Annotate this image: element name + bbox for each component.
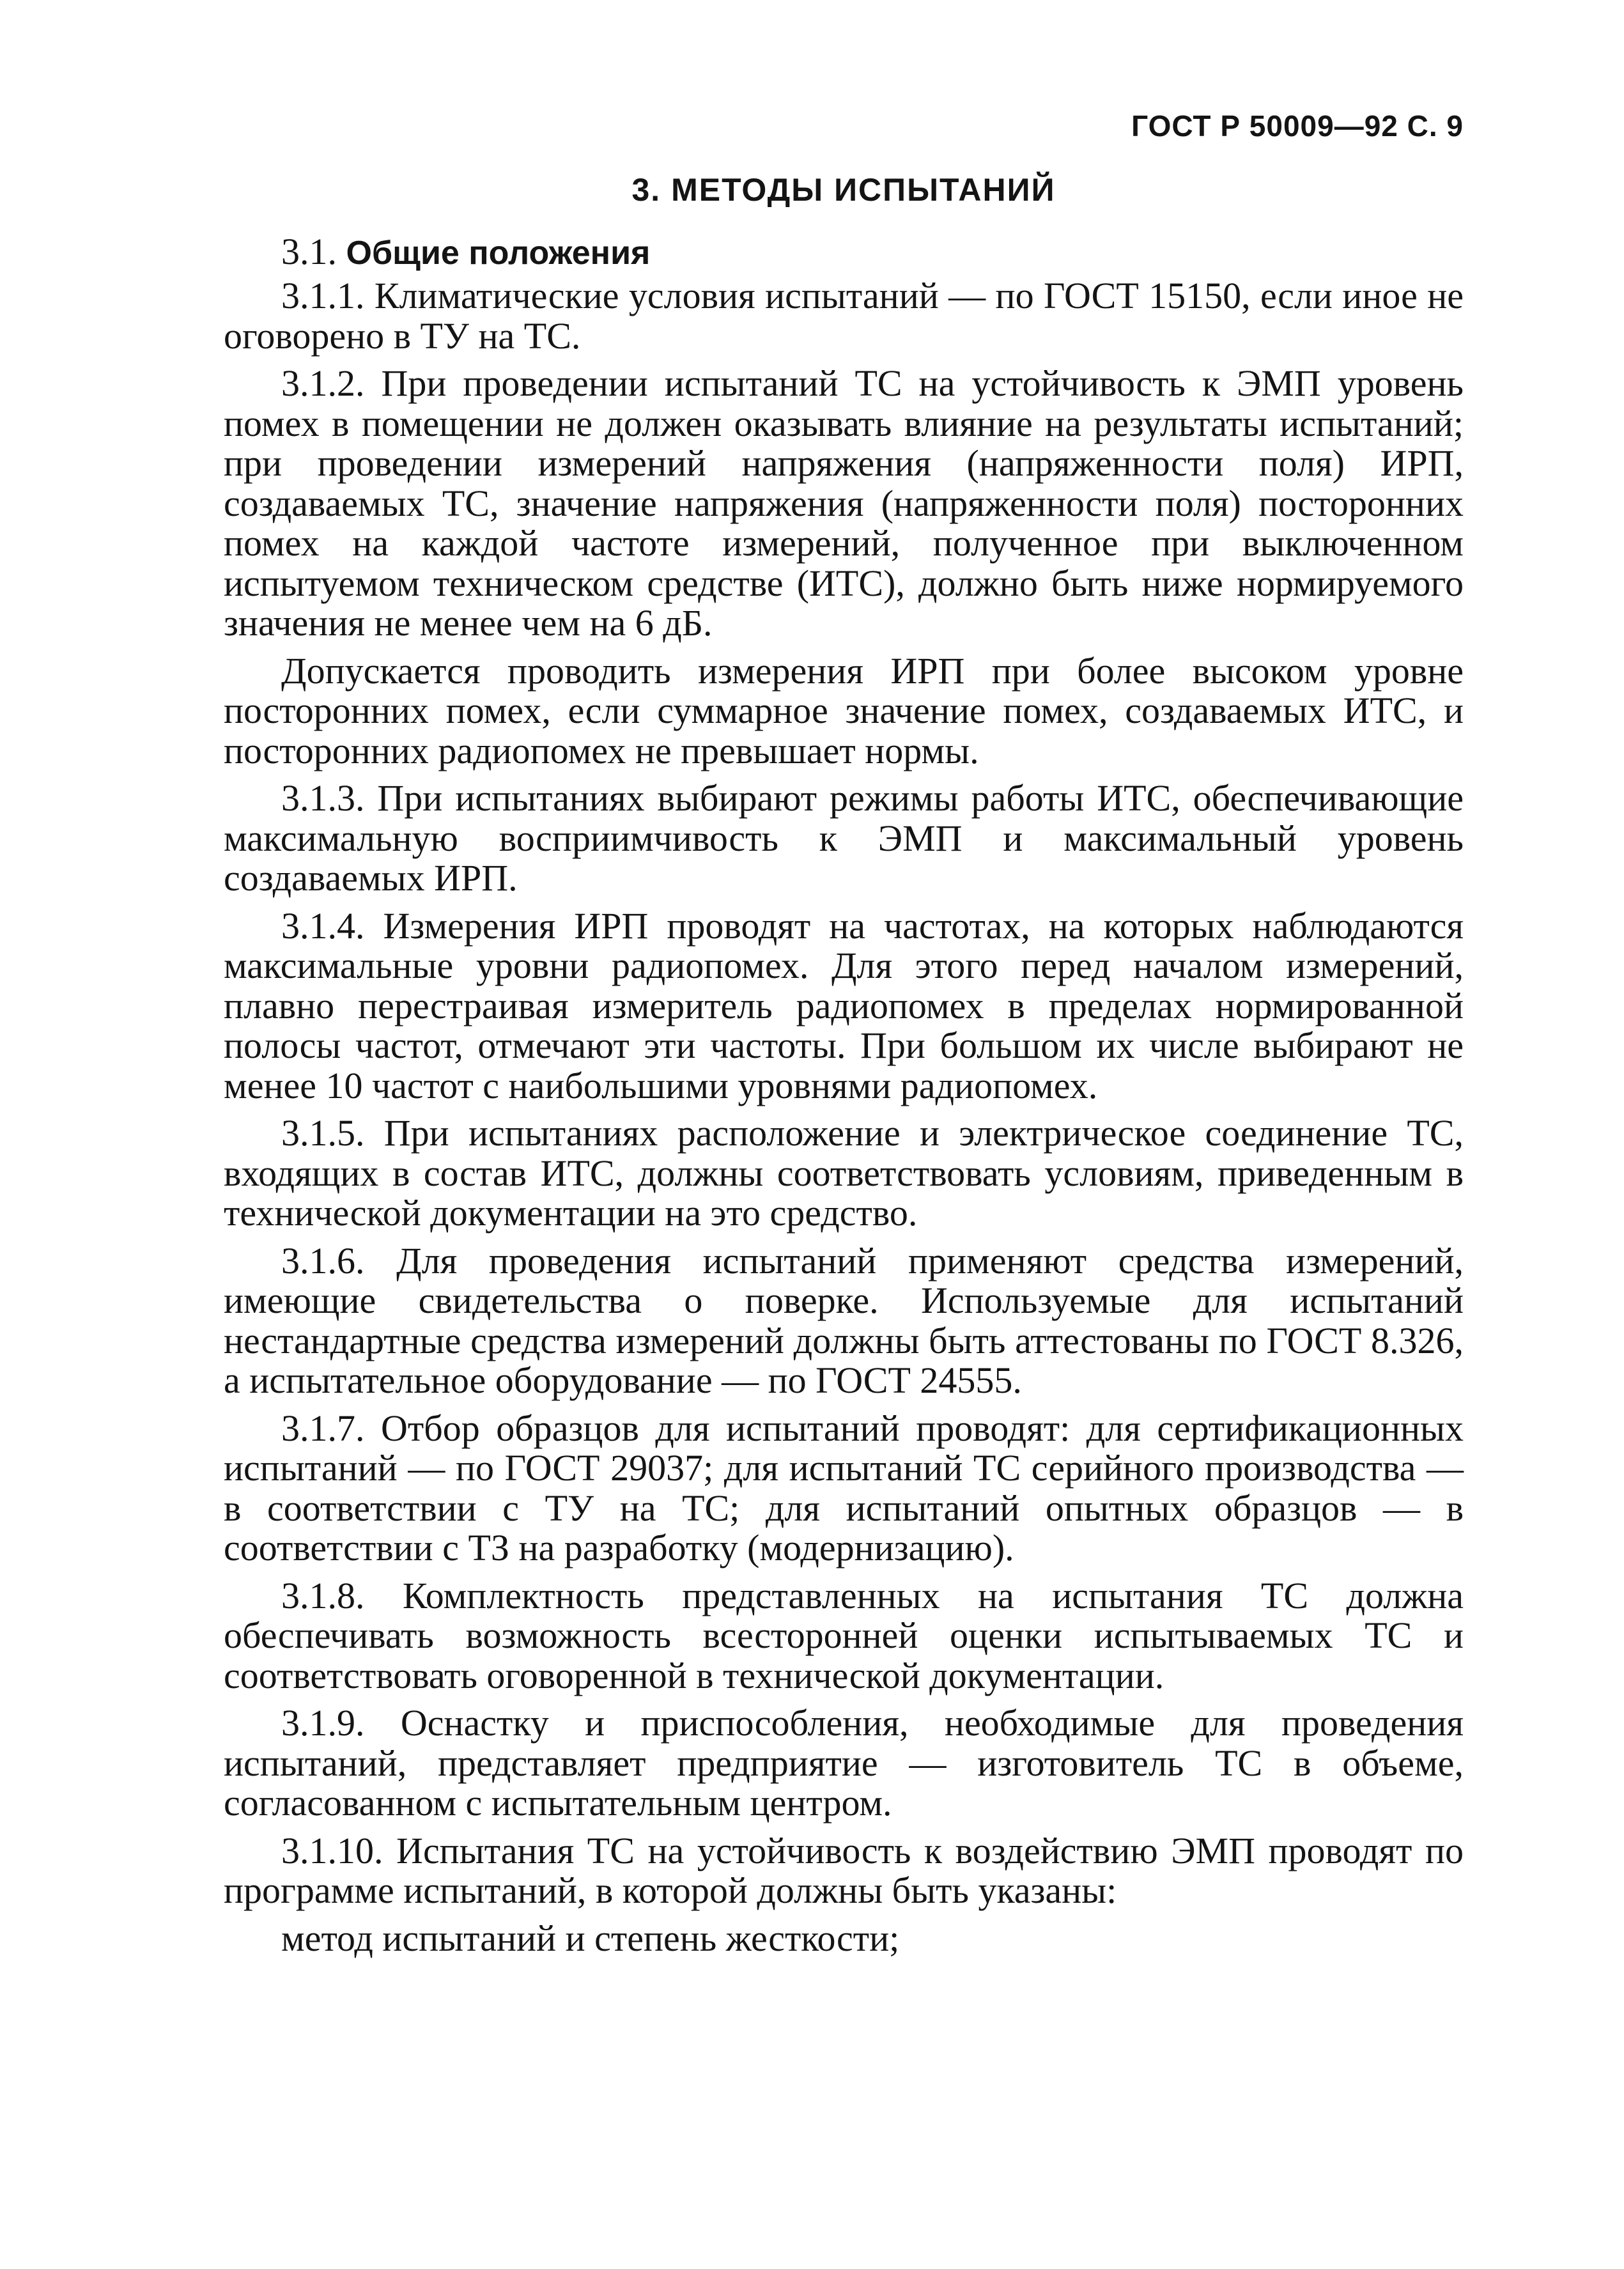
- paragraph-3-1-7: 3.1.7. Отбор образцов для испытаний проводят: для сертификационных испытаний — по ГОСТ 29037; для испытаний ТС серийного производства — в соответствии с ТУ на ТС; для испытаний опытных образцов — в соответствии с ТЗ на разработку (модернизацию).: [224, 1407, 1464, 1568]
- running-header: ГОСТ Р 50009—92 С. 9: [1131, 109, 1464, 143]
- subsection-title: Общие положения: [346, 235, 651, 272]
- document-page: [224, 96, 1464, 2205]
- paragraph-3-1-3: 3.1.3. При испытаниях выбирают режимы работы ИТС, обеспечивающие максимальную восприимчивость к ЭМП и максимальный уровень создаваемых ИРП.: [224, 777, 1464, 899]
- subsection-number: 3.1.: [281, 231, 337, 272]
- paragraph-3-1-6: 3.1.6. Для проведения испытаний применяют средства измерений, имеющие свидетельства о поверке. Используемые для испытаний нестандартные средства измерений должны быть аттестованы по ГОСТ 8.326, а испытательное оборудование — по ГОСТ 24555.: [224, 1239, 1464, 1401]
- paragraph-3-1-1: 3.1.1. Климатические условия испытаний — по ГОСТ 15150, если иное не оговорено в ТУ на ТС.: [224, 275, 1464, 357]
- paragraph-3-1-10: 3.1.10. Испытания ТС на устойчивость к воздействию ЭМП проводят по программе испытаний, в которой должны быть указаны:: [224, 1829, 1464, 1911]
- paragraph-3-1-9: 3.1.9. Оснастку и приспособления, необходимые для проведения испытаний, представляет предприятие — изготовитель ТС в объеме, согласованном с испытательным центром.: [224, 1702, 1464, 1824]
- paragraph-3-1-5: 3.1.5. При испытаниях расположение и электрическое соединение ТС, входящих в состав ИТС, должны соответствовать условиям, приведенным в технической документации на это средство.: [224, 1112, 1464, 1234]
- list-item-test-method: метод испытаний и степень жесткости;: [281, 1917, 900, 1959]
- paragraph-3-1-8: 3.1.8. Комплектность представленных на испытания ТС должна обеспечивать возможность всесторонней оценки испытываемых ТС и соответствовать оговоренной в технической документации.: [224, 1574, 1464, 1696]
- paragraph-3-1-2-cont: Допускается проводить измерения ИРП при более высоком уровне посторонних помех, если суммарное значение помех, создаваемых ИТС, и посторонних радиопомех не превышает нормы.: [224, 649, 1464, 771]
- subsection-heading: [224, 231, 1464, 274]
- section-title: 3. МЕТОДЫ ИСПЫТАНИЙ: [631, 172, 1056, 208]
- paragraph-3-1-4: 3.1.4. Измерения ИРП проводят на частотах, на которых наблюдаются максимальные уровни радиопомех. Для этого перед началом измерений, плавно перестраивая измеритель радиопомех в пределах нормированной полосы частот, отмечают эти частоты. При большом их числе выбирают не менее 10 частот с наибольшими уровнями радиопомех.: [224, 904, 1464, 1106]
- paragraph-3-1-2: 3.1.2. При проведении испытаний ТС на устойчивость к ЭМП уровень помех в помещении не должен оказывать влияние на результаты испытаний; при проведении измерений напряжения (напряженности поля) ИРП, создаваемых ТС, значение напряжения (напряженности поля) посторонних помех на каждой частоте измерений, полученное при выключенном испытуемом техническом средстве (ИТС), должно быть ниже нормируемого значения не менее чем на 6 дБ.: [224, 362, 1464, 644]
